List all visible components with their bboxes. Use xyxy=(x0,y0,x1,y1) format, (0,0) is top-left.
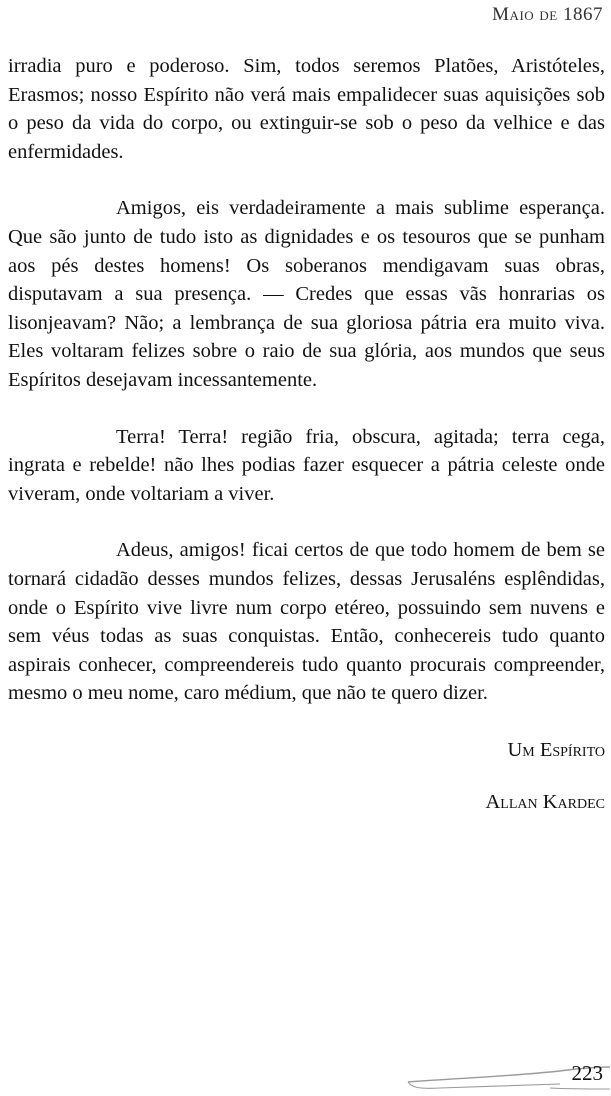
page-number: 223 xyxy=(571,1061,603,1085)
article-body xyxy=(8,52,605,817)
paragraph-amigos: Amigos, eis verdadeiramente a mais sublime esperança. Que são junto de tudo isto as dignidades e os tesouros que se punham aos pés destes homens! Os soberanos mendigavam suas obras, disputavam a sua presença. — Credes que essas vãs honrarias os lisonjeavam? Não; a lembrança de sua gloriosa pátria era muito viva. Eles voltaram felizes sobre o raio de sua glória, aos mundos que seus Espíritos desejavam incessantemente. xyxy=(8,197,605,391)
running-head: Maio de 1867 xyxy=(492,4,603,25)
paragraph-continuation: irradia puro e poderoso. Sim, todos seremos Platões, Aristóteles, Erasmos; nosso Espírito não verá mais empalidecer suas aquisições sob o peso da vida do corpo, ou extinguir-se sob o peso da velhice e das enfermidades. xyxy=(8,55,605,163)
signature-spirit: Um Espírito xyxy=(507,738,605,761)
paragraph-terra: Terra! Terra! região fria, obscura, agitada; terra cega, ingrata e rebelde! não lhes podias fazer esquecer a pátria celeste onde viveram, onde voltariam a viver. xyxy=(8,425,605,505)
paragraph-adeus: Adeus, amigos! ficai certos de que todo homem de bem se tornará cidadão desses mundos felizes, dessas Jerusaléns esplêndidas, onde o Espírito vive livre num corpo etéreo, possuindo sem nuvens e sem véus todas as suas conquistas. Então, conhecereis tudo quanto aspirais conhecer, compreendereis tudo quanto procurais compreender, mesmo o meu nome, caro médium, que não te quero dizer. xyxy=(8,539,605,705)
signature-author: Allan Kardec xyxy=(485,791,605,814)
